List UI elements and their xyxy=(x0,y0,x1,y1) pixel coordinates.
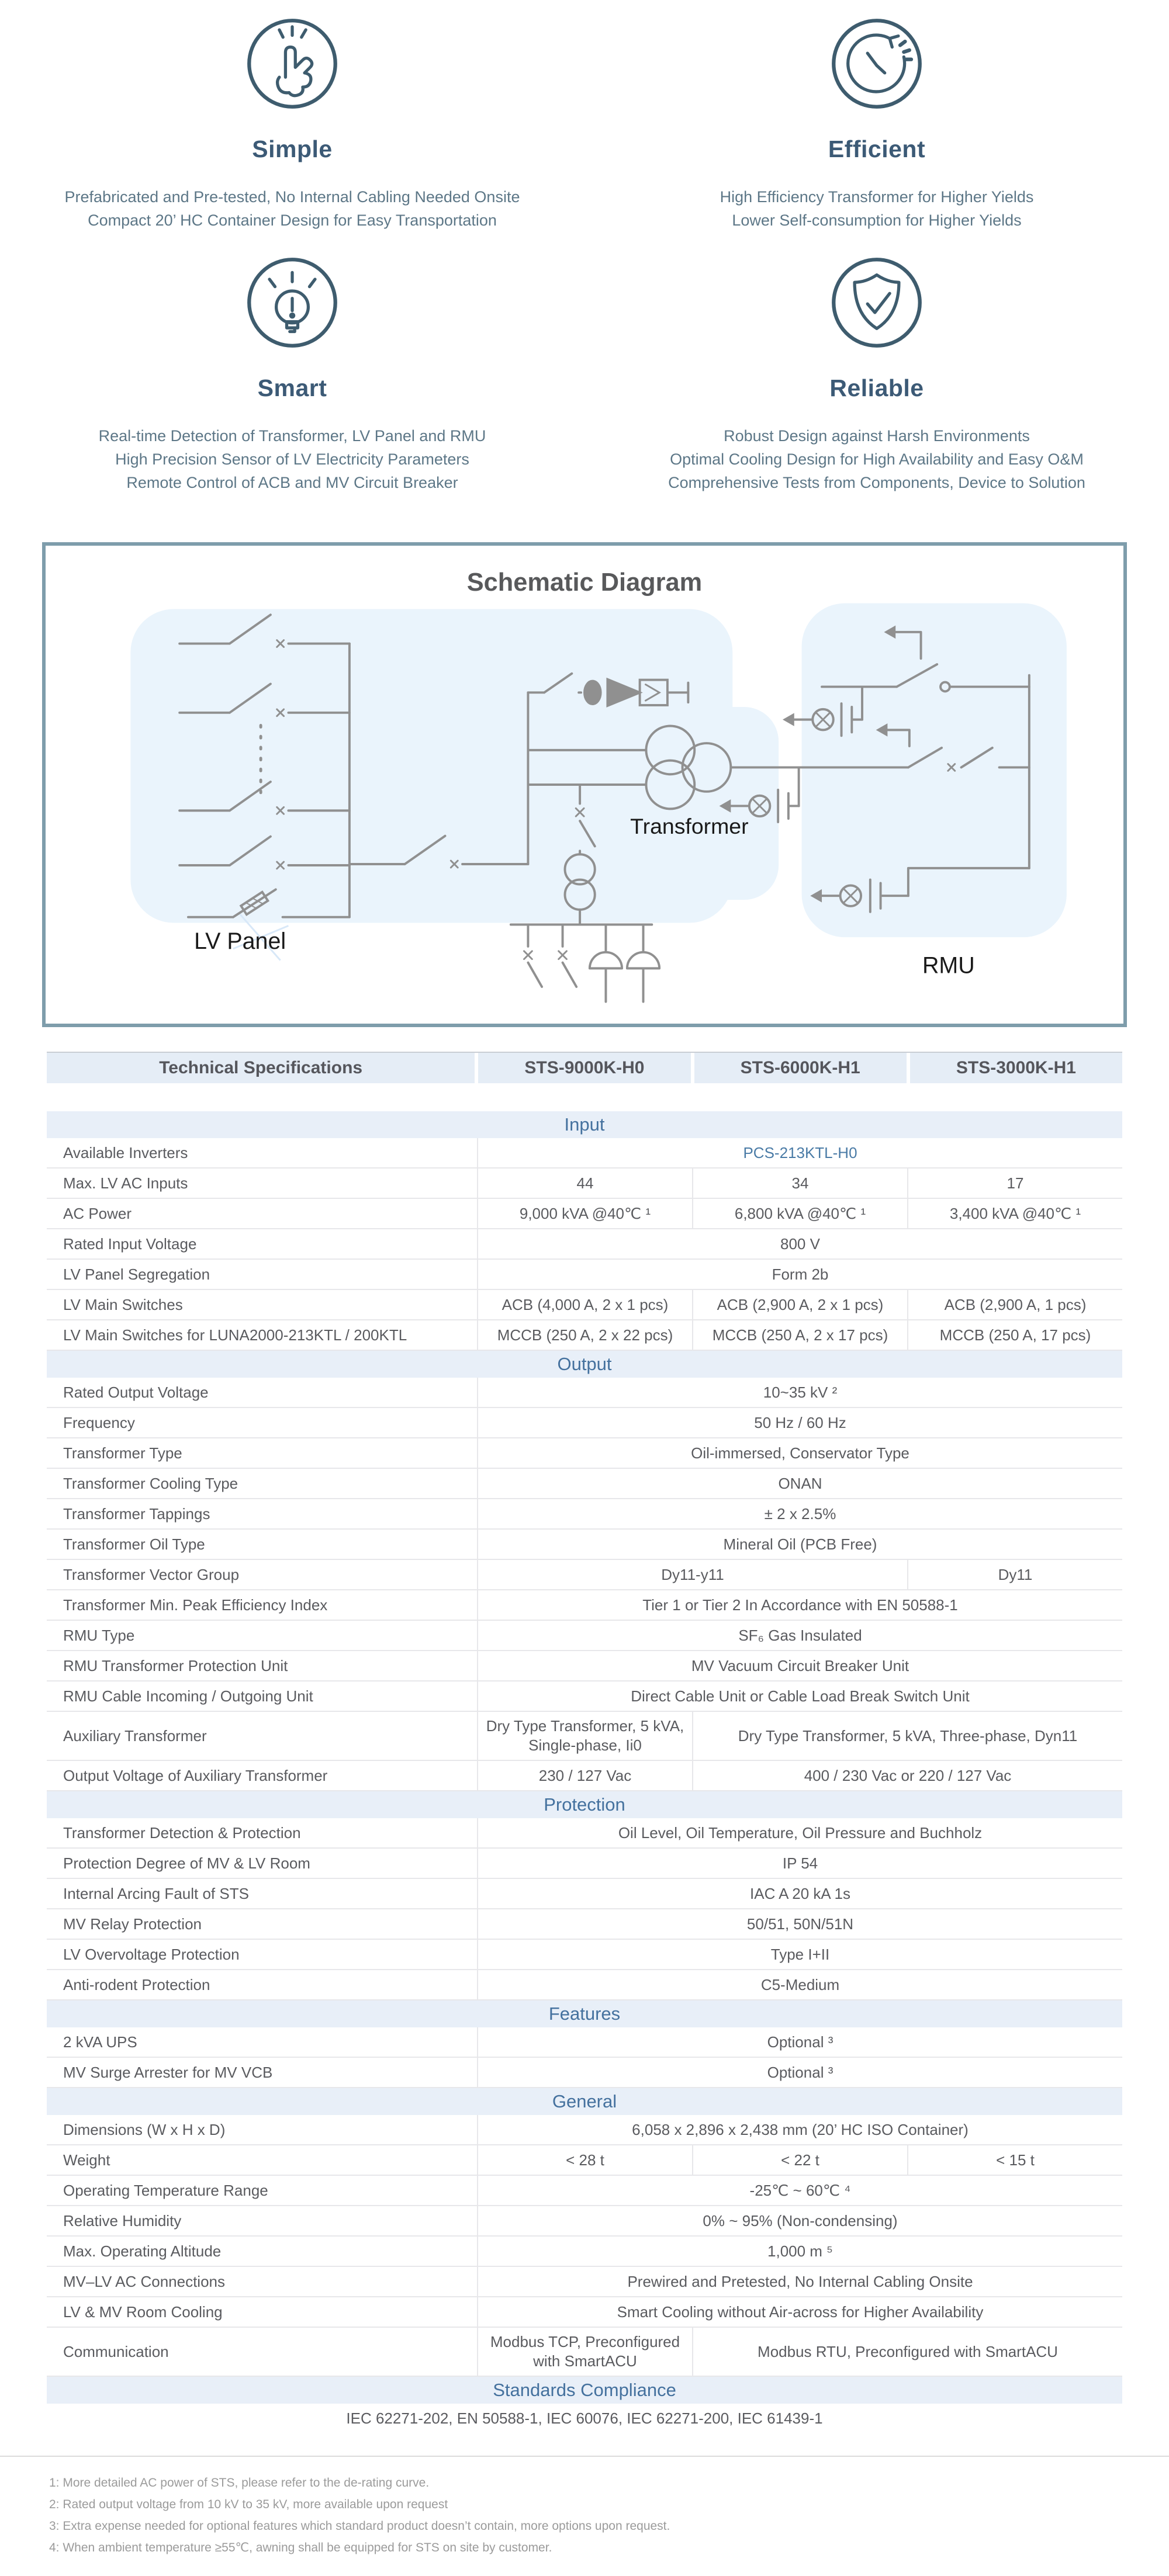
row-label-text: Transformer Oil Type xyxy=(63,1535,205,1553)
cell-value: Direct Cable Unit or Cable Load Break Switch Unit xyxy=(477,1681,1122,1711)
feature-grid xyxy=(0,0,1169,519)
row-label xyxy=(47,1378,477,1407)
row-label-text: Rated Input Voltage xyxy=(63,1235,197,1253)
cell-value: ± 2 x 2.5% xyxy=(477,1499,1122,1528)
table-row xyxy=(47,1378,1122,1408)
table-section xyxy=(47,1351,1122,1791)
table-row xyxy=(47,1590,1122,1621)
table-row xyxy=(47,1818,1122,1849)
row-label-text: AC Power xyxy=(63,1204,132,1222)
cell-value: 50 Hz / 60 Hz xyxy=(477,1408,1122,1437)
table-section xyxy=(47,2001,1122,2088)
row-label xyxy=(47,1138,477,1167)
row-label xyxy=(47,1651,477,1680)
table-row xyxy=(47,2027,1122,2058)
row-label-text: Available Inverters xyxy=(63,1143,188,1162)
table-row xyxy=(47,2267,1122,2297)
row-label xyxy=(47,1199,477,1228)
cell-value: Modbus TCP, Preconfigured with SmartACU xyxy=(477,2328,692,2376)
row-label-text: Rated Output Voltage xyxy=(63,1383,209,1401)
cell-value: Type I+II xyxy=(477,1940,1122,1969)
feature-title: Simple xyxy=(252,136,333,162)
section-header: Input xyxy=(47,1111,1122,1138)
cell-value: Prewired and Pretested, No Internal Cabling Onsite xyxy=(477,2267,1122,2296)
cell-value: 800 V xyxy=(477,1229,1122,1258)
row-label xyxy=(47,2297,477,2327)
table-row xyxy=(47,2176,1122,2206)
cell-value: Dy11-y11 xyxy=(477,1560,907,1589)
table-row xyxy=(47,1438,1122,1469)
row-label xyxy=(47,1879,477,1908)
row-label xyxy=(47,1590,477,1620)
table-row xyxy=(47,2404,1122,2433)
cell-value: SF₆ Gas Insulated xyxy=(477,1621,1122,1650)
section-header: General xyxy=(47,2088,1122,2115)
cell-value: Oil-immersed, Conservator Type xyxy=(477,1438,1122,1468)
table-section xyxy=(47,2377,1122,2433)
cell-value: -25℃ ~ 60℃ ⁴ xyxy=(477,2176,1122,2205)
cell-value: Smart Cooling without Air-across for Higher Availability xyxy=(477,2297,1122,2327)
row-label xyxy=(47,1712,477,1760)
row-label-text: Dimensions (W x H x D) xyxy=(63,2120,226,2138)
row-label-text: MV Surge Arrester for MV VCB xyxy=(63,2063,273,2081)
row-label-text: Transformer Detection & Protection xyxy=(63,1823,301,1842)
cell-value: Dry Type Transformer, 5 kVA, Three-phase, Dyn11 xyxy=(692,1712,1122,1760)
row-label-text: LV Main Switches xyxy=(63,1295,183,1313)
cell-value: MCCB (250 A, 2 x 17 pcs) xyxy=(692,1320,907,1350)
table-row xyxy=(47,1940,1122,1970)
cell-value: IEC 62271-202, EN 50588-1, IEC 60076, IEC 62271-200, IEC 61439-1 xyxy=(346,2409,823,2427)
table-row xyxy=(47,1681,1122,1712)
efficiency-timer-icon xyxy=(584,18,1169,110)
row-label-text: LV Main Switches for LUNA2000-213KTL / 200KTL xyxy=(63,1326,407,1344)
column-header-model: STS-6000K-H1 xyxy=(694,1053,907,1083)
table-row xyxy=(47,1499,1122,1530)
cell-value: C5-Medium xyxy=(477,1970,1122,1999)
table-row xyxy=(47,2145,1122,2176)
feature-title: Efficient xyxy=(828,136,926,162)
table-row xyxy=(47,1169,1122,1199)
cell-value: Oil Level, Oil Temperature, Oil Pressure and Buchholz xyxy=(477,1818,1122,1847)
row-label xyxy=(47,1909,477,1939)
lv-panel-label: LV Panel xyxy=(194,928,286,954)
feature-line: High Precision Sensor of LV Electricity Parameters xyxy=(115,450,469,468)
cell-value: 1,000 m ⁵ xyxy=(477,2237,1122,2266)
cell-value: Modbus RTU, Preconfigured with SmartACU xyxy=(692,2328,1122,2376)
table-section xyxy=(47,1111,1122,1351)
row-label-text: 2 kVA UPS xyxy=(63,2033,137,2051)
feature-description xyxy=(0,424,584,494)
row-label-text: Internal Arcing Fault of STS xyxy=(63,1884,249,1902)
cell-value: 3,400 kVA @40℃ ¹ xyxy=(907,1199,1122,1228)
transformer-region xyxy=(611,707,779,900)
row-label-text: Max. LV AC Inputs xyxy=(63,1174,188,1192)
shield-check-icon xyxy=(584,256,1169,349)
table-row xyxy=(47,1560,1122,1590)
row-label-text: Transformer Min. Peak Efficiency Index xyxy=(63,1596,328,1614)
table-row xyxy=(47,1761,1122,1791)
footnote-line: 1: More detailed AC power of STS, please refer to the de-rating curve. xyxy=(49,2476,430,2490)
row-label xyxy=(47,2267,477,2296)
row-label-text: Operating Temperature Range xyxy=(63,2181,268,2199)
cell-value: PCS-213KTL-H0 xyxy=(477,1138,1122,1167)
cell-value: 17 xyxy=(907,1169,1122,1198)
feature-line: Compact 20’ HC Container Design for Easy Transportation xyxy=(88,212,497,229)
row-label-text: Output Voltage of Auxiliary Transformer xyxy=(63,1766,328,1784)
row-label-text: Frequency xyxy=(63,1413,135,1431)
cell-value: Form 2b xyxy=(477,1260,1122,1289)
row-label-text: Relative Humidity xyxy=(63,2211,182,2230)
feature-line: Comprehensive Tests from Components, Device to Solution xyxy=(668,474,1085,491)
row-label xyxy=(47,1290,477,1319)
rmu-label: RMU xyxy=(922,952,975,979)
table-row xyxy=(47,1199,1122,1229)
cell-value: ACB (4,000 A, 2 x 1 pcs) xyxy=(477,1290,692,1319)
row-label-text: Weight xyxy=(63,2151,110,2169)
section-header: Protection xyxy=(47,1791,1122,1818)
row-label xyxy=(47,2058,477,2087)
feature-line: High Efficiency Transformer for Higher Yields xyxy=(720,188,1034,206)
table-row xyxy=(47,1712,1122,1761)
feature-description xyxy=(584,185,1169,232)
row-label xyxy=(47,1320,477,1350)
row-label-text: MV Relay Protection xyxy=(63,1915,202,1933)
row-label xyxy=(47,1260,477,1289)
section-header: Features xyxy=(47,2001,1122,2027)
cell-value: 6,800 kVA @40℃ ¹ xyxy=(692,1199,907,1228)
table-row xyxy=(47,1260,1122,1290)
row-label xyxy=(47,1530,477,1559)
table-row xyxy=(47,2237,1122,2267)
cell-value: MCCB (250 A, 2 x 22 pcs) xyxy=(477,1320,692,1350)
cell-value: < 22 t xyxy=(692,2145,907,2175)
row-label xyxy=(47,1499,477,1528)
feature-line: Prefabricated and Pre-tested, No Internal Cabling Needed Onsite xyxy=(64,188,520,206)
footnotes xyxy=(0,2456,1169,2576)
feature-description xyxy=(584,424,1169,494)
table-row xyxy=(47,2115,1122,2145)
row-label xyxy=(47,1940,477,1969)
table-row xyxy=(47,1408,1122,1438)
transformer-label: Transformer xyxy=(630,813,749,838)
feature-line: Remote Control of ACB and MV Circuit Breaker xyxy=(126,474,458,491)
row-label-text: Transformer Vector Group xyxy=(63,1565,240,1583)
row-label-text: RMU Transformer Protection Unit xyxy=(63,1656,288,1674)
schematic-svg xyxy=(46,546,1123,1024)
row-label-text: LV Overvoltage Protection xyxy=(63,1945,240,1963)
table-row xyxy=(47,1621,1122,1651)
schematic-title: Schematic Diagram xyxy=(466,568,703,597)
feature-line: Lower Self-consumption for Higher Yields xyxy=(732,212,1022,229)
row-label xyxy=(47,1408,477,1437)
cell-value: Dy11 xyxy=(907,1560,1122,1589)
feature-line: Optimal Cooling Design for High Availability and Easy O&M xyxy=(670,450,1084,468)
feature-card xyxy=(584,256,1169,519)
column-header-model: STS-3000K-H1 xyxy=(910,1053,1122,1083)
row-label xyxy=(47,1681,477,1711)
cell-value: 230 / 127 Vac xyxy=(477,1761,692,1790)
table-row xyxy=(47,1138,1122,1169)
row-label xyxy=(47,1970,477,1999)
row-label-text: Communication xyxy=(63,2342,169,2360)
table-header-row xyxy=(47,1052,1122,1083)
table-row xyxy=(47,1849,1122,1879)
row-label-text: LV & MV Room Cooling xyxy=(63,2303,223,2321)
row-label-text: RMU Type xyxy=(63,1626,135,1644)
feature-card xyxy=(0,18,584,256)
smart-bulb-icon xyxy=(0,256,584,349)
spec-table xyxy=(47,1052,1122,2433)
table-row xyxy=(47,2206,1122,2237)
feature-line: Real-time Detection of Transformer, LV Panel and RMU xyxy=(98,427,486,445)
row-label-text: Anti-rodent Protection xyxy=(63,1975,210,1993)
row-label xyxy=(47,1818,477,1847)
rmu-region xyxy=(802,604,1067,938)
table-row xyxy=(47,1909,1122,1940)
feature-card xyxy=(0,256,584,519)
row-label-text: Transformer Type xyxy=(63,1444,182,1462)
cell-value: 50/51, 50N/51N xyxy=(477,1909,1122,1939)
cell-value: MCCB (250 A, 17 pcs) xyxy=(907,1320,1122,1350)
feature-line: Robust Design against Harsh Environments xyxy=(724,427,1030,445)
row-label xyxy=(47,2115,477,2144)
cell-value: Tier 1 or Tier 2 In Accordance with EN 50588-1 xyxy=(477,1590,1122,1620)
cell-value: Dry Type Transformer, 5 kVA, Single-phase, Ii0 xyxy=(477,1712,692,1760)
table-section xyxy=(47,1791,1122,2001)
cell-value: < 15 t xyxy=(907,2145,1122,2175)
cell-value: 9,000 kVA @40℃ ¹ xyxy=(477,1199,692,1228)
table-row xyxy=(47,2058,1122,2088)
table-row xyxy=(47,1651,1122,1681)
column-header-specifications: Technical Specifications xyxy=(47,1053,475,1083)
table-row xyxy=(47,1530,1122,1560)
column-header-model: STS-9000K-H0 xyxy=(478,1053,690,1083)
cell-value: ONAN xyxy=(477,1469,1122,1498)
row-label-text: LV Panel Segregation xyxy=(63,1265,210,1283)
footnote-line: 3: Extra expense needed for optional features which standard product doesn’t contain, more options upon request. xyxy=(49,2519,670,2533)
table-row xyxy=(47,1970,1122,2001)
table-section xyxy=(47,2088,1122,2377)
table-row xyxy=(47,1469,1122,1499)
cell-value: IAC A 20 kA 1s xyxy=(477,1879,1122,1908)
row-label xyxy=(47,1761,477,1790)
footnote-line: 2: Rated output voltage from 10 kV to 35 kV, more available upon request xyxy=(49,2498,448,2511)
cell-value: IP 54 xyxy=(477,1849,1122,1878)
cell-value: < 28 t xyxy=(477,2145,692,2175)
row-label-text: Protection Degree of MV & LV Room xyxy=(63,1854,310,1872)
cell-value: 10~35 kV ² xyxy=(477,1378,1122,1407)
cell-value: ACB (2,900 A, 1 pcs) xyxy=(907,1290,1122,1319)
cell-value: MV Vacuum Circuit Breaker Unit xyxy=(477,1651,1122,1680)
cell-value: 34 xyxy=(692,1169,907,1198)
feature-description xyxy=(0,185,584,232)
table-row xyxy=(47,1229,1122,1260)
row-label-text: Transformer Tappings xyxy=(63,1504,210,1523)
cell-value: Optional ³ xyxy=(477,2027,1122,2057)
row-label xyxy=(47,1621,477,1650)
row-label-text: Max. Operating Altitude xyxy=(63,2242,222,2260)
table-row xyxy=(47,2328,1122,2377)
row-label xyxy=(47,2237,477,2266)
row-label xyxy=(47,1438,477,1468)
row-label-text: RMU Cable Incoming / Outgoing Unit xyxy=(63,1687,313,1705)
footnote-line: 4: When ambient temperature ≥55℃, awning shall be equipped for STS on site by customer. xyxy=(49,2541,552,2554)
cell-value: 400 / 230 Vac or 220 / 127 Vac xyxy=(692,1761,1122,1790)
row-label xyxy=(47,2206,477,2235)
cell-value: Optional ³ xyxy=(477,2058,1122,2087)
cell-value: 0% ~ 95% (Non-condensing) xyxy=(477,2206,1122,2235)
cell-value: 44 xyxy=(477,1169,692,1198)
feature-title: Smart xyxy=(257,375,327,401)
row-label-text: Transformer Cooling Type xyxy=(63,1474,238,1492)
row-label-text: Auxiliary Transformer xyxy=(63,1726,207,1745)
feature-card xyxy=(584,18,1169,256)
row-label xyxy=(47,1560,477,1589)
row-label xyxy=(47,2328,477,2376)
row-label xyxy=(47,1229,477,1258)
row-label xyxy=(47,1469,477,1498)
cell-value: ACB (2,900 A, 2 x 1 pcs) xyxy=(692,1290,907,1319)
feature-title: Reliable xyxy=(829,375,924,401)
table-row xyxy=(47,1320,1122,1351)
cell-value: 6,058 x 2,896 x 2,438 mm (20’ HC ISO Container) xyxy=(477,2115,1122,2144)
row-label xyxy=(47,2145,477,2175)
row-label-text: MV–LV AC Connections xyxy=(63,2272,225,2290)
table-row xyxy=(47,2297,1122,2328)
cell-value: Mineral Oil (PCB Free) xyxy=(477,1530,1122,1559)
row-label xyxy=(47,1169,477,1198)
schematic-panel xyxy=(42,542,1127,1027)
section-header: Standards Compliance xyxy=(47,2377,1122,2404)
table-row xyxy=(47,1879,1122,1909)
row-label xyxy=(47,2027,477,2057)
row-label xyxy=(47,1849,477,1878)
snap-fingers-icon xyxy=(0,18,584,110)
section-header: Output xyxy=(47,1351,1122,1378)
row-label xyxy=(47,2176,477,2205)
table-row xyxy=(47,1290,1122,1320)
